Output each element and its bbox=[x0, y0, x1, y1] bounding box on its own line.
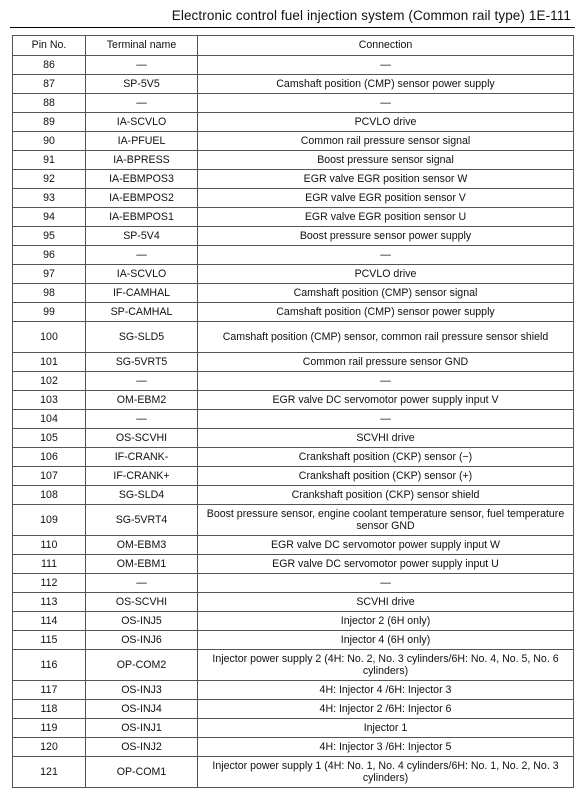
table-row bbox=[13, 56, 574, 75]
cell-terminal-name: — bbox=[86, 56, 198, 75]
column-header-connection: Connection bbox=[198, 36, 574, 56]
cell-terminal-name: IA-BPRESS bbox=[86, 151, 198, 170]
cell-pin-no: 115 bbox=[13, 631, 86, 650]
cell-pin-no: 88 bbox=[13, 94, 86, 113]
cell-pin-no: 92 bbox=[13, 170, 86, 189]
cell-terminal-name: SG-5VRT4 bbox=[86, 505, 198, 536]
table-row bbox=[13, 322, 574, 353]
cell-terminal-name: — bbox=[86, 94, 198, 113]
cell-pin-no: 120 bbox=[13, 738, 86, 757]
page-header bbox=[0, 0, 583, 28]
table-row bbox=[13, 757, 574, 788]
cell-pin-no: 99 bbox=[13, 303, 86, 322]
cell-terminal-name: — bbox=[86, 574, 198, 593]
cell-terminal-name: OP-COM1 bbox=[86, 757, 198, 788]
cell-pin-no: 107 bbox=[13, 467, 86, 486]
cell-terminal-name: — bbox=[86, 246, 198, 265]
cell-connection: Boost pressure sensor power supply bbox=[198, 227, 574, 246]
cell-pin-no: 95 bbox=[13, 227, 86, 246]
cell-terminal-name: OM-EBM3 bbox=[86, 536, 198, 555]
table-row bbox=[13, 505, 574, 536]
table-row bbox=[13, 227, 574, 246]
table-row bbox=[13, 486, 574, 505]
cell-pin-no: 104 bbox=[13, 410, 86, 429]
cell-connection: Boost pressure sensor signal bbox=[198, 151, 574, 170]
cell-pin-no: 112 bbox=[13, 574, 86, 593]
cell-connection: Crankshaft position (CKP) sensor shield bbox=[198, 486, 574, 505]
cell-pin-no: 97 bbox=[13, 265, 86, 284]
table-row bbox=[13, 700, 574, 719]
table-row bbox=[13, 719, 574, 738]
cell-connection: — bbox=[198, 246, 574, 265]
cell-connection: Camshaft position (CMP) sensor power supply bbox=[198, 303, 574, 322]
cell-terminal-name: OS-INJ4 bbox=[86, 700, 198, 719]
table-row bbox=[13, 391, 574, 410]
cell-terminal-name: IF-CAMHAL bbox=[86, 284, 198, 303]
cell-pin-no: 103 bbox=[13, 391, 86, 410]
cell-pin-no: 108 bbox=[13, 486, 86, 505]
cell-terminal-name: OS-INJ3 bbox=[86, 681, 198, 700]
table-row bbox=[13, 631, 574, 650]
cell-connection: Crankshaft position (CKP) sensor (+) bbox=[198, 467, 574, 486]
table-row bbox=[13, 208, 574, 227]
table-row bbox=[13, 132, 574, 151]
cell-connection: SCVHI drive bbox=[198, 593, 574, 612]
cell-terminal-name: OS-SCVHI bbox=[86, 593, 198, 612]
table-row bbox=[13, 650, 574, 681]
table-row bbox=[13, 265, 574, 284]
cell-terminal-name: OS-INJ6 bbox=[86, 631, 198, 650]
table-row bbox=[13, 410, 574, 429]
cell-connection: Injector 1 bbox=[198, 719, 574, 738]
cell-connection: PCVLO drive bbox=[198, 113, 574, 132]
cell-pin-no: 93 bbox=[13, 189, 86, 208]
cell-connection: — bbox=[198, 574, 574, 593]
cell-connection: PCVLO drive bbox=[198, 265, 574, 284]
cell-connection: Injector 2 (6H only) bbox=[198, 612, 574, 631]
cell-terminal-name: IA-PFUEL bbox=[86, 132, 198, 151]
table-row bbox=[13, 555, 574, 574]
cell-pin-no: 87 bbox=[13, 75, 86, 94]
cell-terminal-name: SG-SLD5 bbox=[86, 322, 198, 353]
cell-pin-no: 105 bbox=[13, 429, 86, 448]
table-row bbox=[13, 593, 574, 612]
cell-terminal-name: OS-INJ5 bbox=[86, 612, 198, 631]
cell-connection: EGR valve EGR position sensor U bbox=[198, 208, 574, 227]
table-row bbox=[13, 536, 574, 555]
pin-table bbox=[12, 35, 574, 788]
table-row bbox=[13, 303, 574, 322]
cell-pin-no: 101 bbox=[13, 353, 86, 372]
cell-terminal-name: IA-EBMPOS2 bbox=[86, 189, 198, 208]
cell-connection: EGR valve DC servomotor power supply input V bbox=[198, 391, 574, 410]
cell-pin-no: 102 bbox=[13, 372, 86, 391]
table-row bbox=[13, 151, 574, 170]
cell-connection: Camshaft position (CMP) sensor signal bbox=[198, 284, 574, 303]
cell-connection: — bbox=[198, 410, 574, 429]
table-row bbox=[13, 284, 574, 303]
table-row bbox=[13, 574, 574, 593]
column-header-terminal-name: Terminal name bbox=[86, 36, 198, 56]
cell-pin-no: 113 bbox=[13, 593, 86, 612]
table-row bbox=[13, 448, 574, 467]
table-row bbox=[13, 372, 574, 391]
cell-pin-no: 106 bbox=[13, 448, 86, 467]
cell-terminal-name: IA-EBMPOS1 bbox=[86, 208, 198, 227]
cell-pin-no: 100 bbox=[13, 322, 86, 353]
cell-pin-no: 111 bbox=[13, 555, 86, 574]
cell-terminal-name: IA-EBMPOS3 bbox=[86, 170, 198, 189]
cell-pin-no: 114 bbox=[13, 612, 86, 631]
cell-connection: Boost pressure sensor, engine coolant temperature sensor, fuel temperature sensor GND bbox=[198, 505, 574, 536]
table-row bbox=[13, 353, 574, 372]
cell-terminal-name: OM-EBM1 bbox=[86, 555, 198, 574]
table-row bbox=[13, 429, 574, 448]
cell-pin-no: 110 bbox=[13, 536, 86, 555]
cell-terminal-name: IA-SCVLO bbox=[86, 265, 198, 284]
cell-terminal-name: OS-SCVHI bbox=[86, 429, 198, 448]
table-row bbox=[13, 681, 574, 700]
cell-connection: EGR valve DC servomotor power supply input U bbox=[198, 555, 574, 574]
cell-terminal-name: OS-INJ1 bbox=[86, 719, 198, 738]
table-row bbox=[13, 738, 574, 757]
table-row bbox=[13, 94, 574, 113]
cell-pin-no: 96 bbox=[13, 246, 86, 265]
cell-connection: 4H: Injector 3 /6H: Injector 5 bbox=[198, 738, 574, 757]
cell-connection: SCVHI drive bbox=[198, 429, 574, 448]
cell-connection: EGR valve EGR position sensor V bbox=[198, 189, 574, 208]
header-rule bbox=[10, 27, 575, 28]
cell-terminal-name: — bbox=[86, 410, 198, 429]
cell-connection: Injector 4 (6H only) bbox=[198, 631, 574, 650]
cell-pin-no: 91 bbox=[13, 151, 86, 170]
cell-terminal-name: IF-CRANK+ bbox=[86, 467, 198, 486]
cell-connection: Camshaft position (CMP) sensor power supply bbox=[198, 75, 574, 94]
table-header-row bbox=[13, 36, 574, 56]
cell-connection: EGR valve DC servomotor power supply input W bbox=[198, 536, 574, 555]
cell-connection: Common rail pressure sensor GND bbox=[198, 353, 574, 372]
cell-pin-no: 86 bbox=[13, 56, 86, 75]
cell-terminal-name: OP-COM2 bbox=[86, 650, 198, 681]
cell-pin-no: 109 bbox=[13, 505, 86, 536]
table-row bbox=[13, 612, 574, 631]
cell-connection: Injector power supply 2 (4H: No. 2, No. 3 cylinders/6H: No. 4, No. 5, No. 6 cylinders) bbox=[198, 650, 574, 681]
table-row bbox=[13, 467, 574, 486]
cell-pin-no: 90 bbox=[13, 132, 86, 151]
cell-terminal-name: SP-5V5 bbox=[86, 75, 198, 94]
cell-terminal-name: SP-5V4 bbox=[86, 227, 198, 246]
cell-pin-no: 116 bbox=[13, 650, 86, 681]
cell-connection: — bbox=[198, 94, 574, 113]
cell-pin-no: 121 bbox=[13, 757, 86, 788]
table-row bbox=[13, 113, 574, 132]
cell-connection: Injector power supply 1 (4H: No. 1, No. 4 cylinders/6H: No. 1, No. 2, No. 3 cylinders) bbox=[198, 757, 574, 788]
cell-pin-no: 89 bbox=[13, 113, 86, 132]
cell-connection: 4H: Injector 2 /6H: Injector 6 bbox=[198, 700, 574, 719]
table-row bbox=[13, 189, 574, 208]
cell-pin-no: 117 bbox=[13, 681, 86, 700]
cell-pin-no: 98 bbox=[13, 284, 86, 303]
cell-terminal-name: SG-5VRT5 bbox=[86, 353, 198, 372]
cell-connection: Crankshaft position (CKP) sensor (−) bbox=[198, 448, 574, 467]
cell-terminal-name: OM-EBM2 bbox=[86, 391, 198, 410]
column-header-pin-no: Pin No. bbox=[13, 36, 86, 56]
cell-connection: EGR valve EGR position sensor W bbox=[198, 170, 574, 189]
cell-pin-no: 119 bbox=[13, 719, 86, 738]
cell-pin-no: 94 bbox=[13, 208, 86, 227]
cell-connection: — bbox=[198, 372, 574, 391]
cell-terminal-name: OS-INJ2 bbox=[86, 738, 198, 757]
cell-connection: — bbox=[198, 56, 574, 75]
cell-connection: Common rail pressure sensor signal bbox=[198, 132, 574, 151]
table-row bbox=[13, 75, 574, 94]
cell-terminal-name: IF-CRANK- bbox=[86, 448, 198, 467]
cell-terminal-name: — bbox=[86, 372, 198, 391]
cell-terminal-name: SG-SLD4 bbox=[86, 486, 198, 505]
cell-pin-no: 118 bbox=[13, 700, 86, 719]
cell-connection: 4H: Injector 4 /6H: Injector 3 bbox=[198, 681, 574, 700]
table-row bbox=[13, 246, 574, 265]
page-title: Electronic control fuel injection system (Common rail type) 1E-111 bbox=[171, 8, 571, 23]
cell-connection: Camshaft position (CMP) sensor, common rail pressure sensor shield bbox=[198, 322, 574, 353]
cell-terminal-name: SP-CAMHAL bbox=[86, 303, 198, 322]
cell-terminal-name: IA-SCVLO bbox=[86, 113, 198, 132]
table-row bbox=[13, 170, 574, 189]
